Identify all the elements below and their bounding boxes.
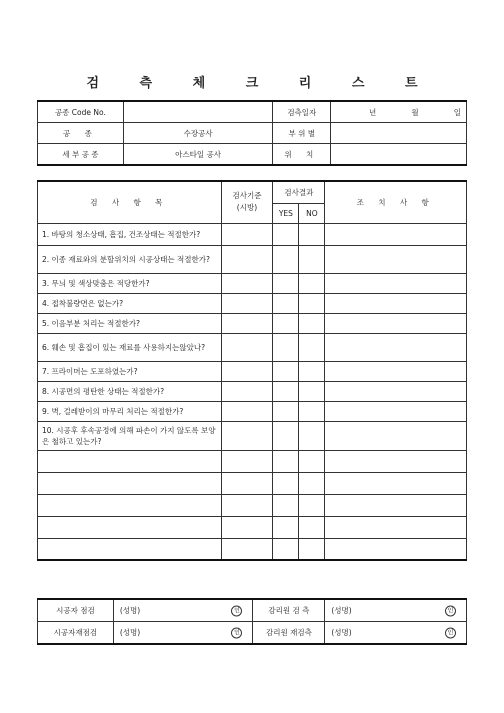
checklist-item: 7. 프라이머는 도포하였는가? bbox=[38, 361, 222, 381]
checklist-item: 3. 무늬 및 색상맞춤은 적당한가? bbox=[38, 273, 222, 293]
checklist-row bbox=[38, 273, 467, 293]
checklist-row bbox=[38, 333, 467, 361]
no-cell[interactable] bbox=[299, 401, 325, 421]
action-cell[interactable] bbox=[325, 421, 467, 450]
standard-cell[interactable] bbox=[221, 333, 273, 361]
contractor-check-signature[interactable] bbox=[113, 599, 253, 622]
checklist-row bbox=[38, 421, 467, 450]
no-cell[interactable] bbox=[299, 223, 325, 245]
document-title: 검 측 체 크 리 스 트 bbox=[86, 76, 436, 91]
checklist-row bbox=[38, 223, 467, 245]
yes-cell[interactable] bbox=[273, 273, 299, 293]
checklist-item: 4. 접착불량면은 없는가? bbox=[38, 293, 222, 313]
standard-cell[interactable] bbox=[221, 472, 273, 494]
action-cell[interactable] bbox=[325, 472, 467, 494]
yes-cell[interactable] bbox=[273, 223, 299, 245]
action-cell[interactable] bbox=[325, 313, 467, 333]
yes-cell[interactable] bbox=[273, 333, 299, 361]
seal-icon: 인 bbox=[445, 627, 456, 638]
no-cell[interactable] bbox=[299, 516, 325, 538]
contractor-check-label: 시공자 점검 bbox=[38, 599, 114, 622]
checklist-item: 6. 훼손 및 흠집이 있는 재료를 사용하지는않았나? bbox=[38, 333, 222, 361]
supervisor-recheck-signature[interactable] bbox=[325, 622, 467, 645]
no-cell[interactable] bbox=[299, 538, 325, 560]
standard-cell[interactable] bbox=[221, 538, 273, 560]
checklist-row bbox=[38, 516, 467, 538]
checklist-item: 5. 이음부분 처리는 적절한가? bbox=[38, 313, 222, 333]
action-cell[interactable] bbox=[325, 381, 467, 401]
standard-cell[interactable] bbox=[221, 421, 273, 450]
action-cell[interactable] bbox=[325, 333, 467, 361]
checklist-row bbox=[38, 401, 467, 421]
date-year: 년 bbox=[368, 107, 377, 117]
checklist-item bbox=[38, 494, 222, 516]
action-cell[interactable] bbox=[325, 273, 467, 293]
seal-icon: 인 bbox=[231, 605, 242, 616]
yes-cell[interactable] bbox=[273, 313, 299, 333]
detail-value[interactable]: 아스타일 공사 bbox=[123, 144, 273, 166]
action-cell[interactable] bbox=[325, 450, 467, 472]
standard-cell[interactable] bbox=[221, 516, 273, 538]
checklist-row bbox=[38, 450, 467, 472]
code-value[interactable] bbox=[123, 101, 273, 123]
standard-cell[interactable] bbox=[221, 313, 273, 333]
standard-cell[interactable] bbox=[221, 361, 273, 381]
seal-icon: 인 bbox=[445, 605, 456, 616]
standard-cell[interactable] bbox=[221, 494, 273, 516]
col-no-header: NO bbox=[299, 203, 325, 223]
checklist-row bbox=[38, 494, 467, 516]
no-cell[interactable] bbox=[299, 381, 325, 401]
checklist-row bbox=[38, 361, 467, 381]
no-cell[interactable] bbox=[299, 333, 325, 361]
date-value[interactable] bbox=[331, 101, 467, 123]
action-cell[interactable] bbox=[325, 494, 467, 516]
contractor-recheck-label: 시공자재점검 bbox=[38, 622, 114, 645]
no-cell[interactable] bbox=[299, 273, 325, 293]
col-result-header: 검사결과 bbox=[273, 181, 325, 203]
action-cell[interactable] bbox=[325, 538, 467, 560]
checklist-row bbox=[38, 472, 467, 494]
yes-cell[interactable] bbox=[273, 381, 299, 401]
checklist-item bbox=[38, 472, 222, 494]
action-cell[interactable] bbox=[325, 401, 467, 421]
no-cell[interactable] bbox=[299, 245, 325, 273]
checklist-row bbox=[38, 381, 467, 401]
checklist-item: 9. 벽, 걸레받이의 마무리 처리는 적절한가? bbox=[38, 401, 222, 421]
yes-cell[interactable] bbox=[273, 494, 299, 516]
header-table bbox=[37, 100, 467, 166]
action-cell[interactable] bbox=[325, 293, 467, 313]
no-cell[interactable] bbox=[299, 450, 325, 472]
yes-cell[interactable] bbox=[273, 538, 299, 560]
no-cell[interactable] bbox=[299, 421, 325, 450]
checklist-item bbox=[38, 450, 222, 472]
yes-cell[interactable] bbox=[273, 361, 299, 381]
no-cell[interactable] bbox=[299, 313, 325, 333]
no-cell[interactable] bbox=[299, 494, 325, 516]
no-cell[interactable] bbox=[299, 361, 325, 381]
supervisor-recheck-name: (성명) bbox=[331, 628, 352, 637]
location-value[interactable] bbox=[331, 144, 467, 166]
yes-cell[interactable] bbox=[273, 450, 299, 472]
standard-cell[interactable] bbox=[221, 273, 273, 293]
detail-label: 세 부 공 종 bbox=[38, 144, 124, 166]
date-month: 월 bbox=[411, 107, 419, 117]
yes-cell[interactable] bbox=[273, 401, 299, 421]
action-cell[interactable] bbox=[325, 223, 467, 245]
checklist-item bbox=[38, 538, 222, 560]
standard-cell[interactable] bbox=[221, 223, 273, 245]
checklist-row bbox=[38, 313, 467, 333]
col-standard-header: 검사기준 (시방) bbox=[221, 181, 273, 223]
contractor-name: (성명) bbox=[119, 606, 141, 615]
supervisor-recheck-label: 감리원 재검측 bbox=[253, 622, 325, 645]
no-cell[interactable] bbox=[299, 472, 325, 494]
col-action-header: 조 치 사 항 bbox=[325, 181, 467, 223]
checklist-item: 10. 시공후 후속공정에 의해 파손이 가지 않도록 보양은 철하고 있는가? bbox=[38, 421, 222, 450]
col-item-header: 검 사 항 목 bbox=[38, 181, 222, 223]
part-value[interactable] bbox=[331, 123, 467, 144]
part-label: 부 위 별 bbox=[273, 123, 331, 144]
checklist-row bbox=[38, 538, 467, 560]
no-cell[interactable] bbox=[299, 293, 325, 313]
supervisor-name: (성명) bbox=[331, 606, 352, 615]
yes-cell[interactable] bbox=[273, 293, 299, 313]
col-yes-header: YES bbox=[273, 203, 299, 223]
checklist-row bbox=[38, 293, 467, 313]
seal-icon: 인 bbox=[231, 627, 242, 638]
date-label: 검측일자 bbox=[273, 101, 331, 123]
yes-cell[interactable] bbox=[273, 421, 299, 450]
work-label: 공 종 bbox=[38, 123, 124, 144]
date-day: 일 bbox=[453, 107, 461, 117]
action-cell[interactable] bbox=[325, 516, 467, 538]
standard-cell[interactable] bbox=[221, 381, 273, 401]
standard-cell[interactable] bbox=[221, 450, 273, 472]
location-label: 위 치 bbox=[273, 144, 331, 166]
checklist-table bbox=[37, 180, 467, 561]
standard-cell[interactable] bbox=[221, 293, 273, 313]
checklist-item bbox=[38, 516, 222, 538]
checklist-row bbox=[38, 245, 467, 273]
action-cell[interactable] bbox=[325, 245, 467, 273]
checklist-item: 2. 이종 재료와의 분할위치의 시공상태는 적절한가? bbox=[38, 245, 222, 273]
yes-cell[interactable] bbox=[273, 472, 299, 494]
standard-cell[interactable] bbox=[221, 245, 273, 273]
standard-cell[interactable] bbox=[221, 401, 273, 421]
signature-table bbox=[37, 598, 467, 645]
code-label: 공종 Code No. bbox=[38, 101, 124, 123]
checklist-item: 1. 바탕의 청소상태, 흠집, 건조상태는 적절한가? bbox=[38, 223, 222, 245]
work-value[interactable]: 수장공사 bbox=[123, 123, 273, 144]
supervisor-check-label: 감리원 검 측 bbox=[253, 599, 325, 622]
yes-cell[interactable] bbox=[273, 245, 299, 273]
contractor-recheck-signature[interactable] bbox=[113, 622, 253, 645]
contractor-recheck-name: (성명) bbox=[119, 628, 141, 637]
yes-cell[interactable] bbox=[273, 516, 299, 538]
supervisor-check-signature[interactable] bbox=[325, 599, 467, 622]
action-cell[interactable] bbox=[325, 361, 467, 381]
checklist-item: 8. 시공면의 평탄한 상태는 적절한가? bbox=[38, 381, 222, 401]
